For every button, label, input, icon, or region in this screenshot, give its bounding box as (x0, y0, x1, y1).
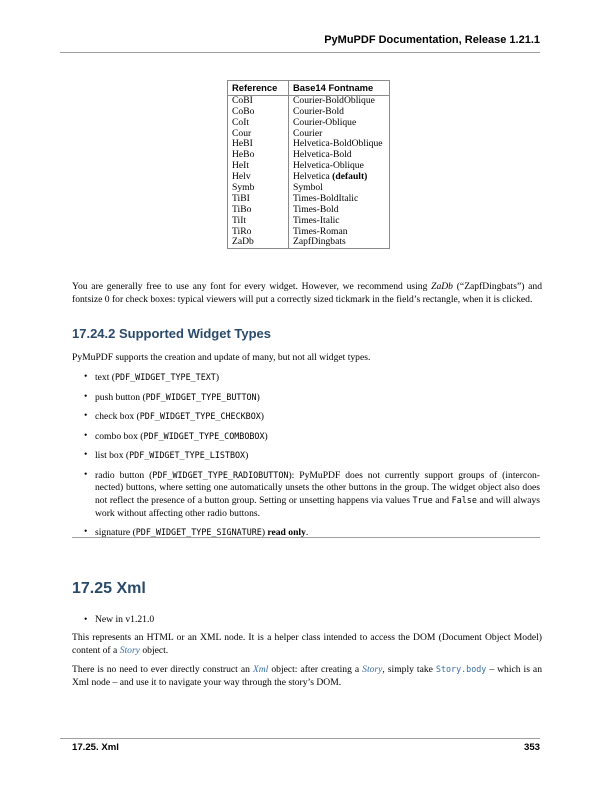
cell-ref: HeBI (228, 139, 289, 150)
cell-name: ZapfDingbats (289, 237, 390, 248)
cell-name-text: Helvetica (293, 171, 330, 183)
item-code: PDF_WIDGET_TYPE_SIGNATURE (135, 527, 262, 538)
cell-name: Symbol (289, 183, 390, 194)
item-code: PDF_WIDGET_TYPE_RADIOBUTTON (152, 469, 289, 480)
widget-type-list (84, 371, 540, 546)
section-heading-xml: 17.25 Xml (72, 580, 146, 597)
table-row (228, 118, 390, 129)
font-recommendation-paragraph (72, 281, 542, 306)
item-label: radio button ( (95, 469, 153, 481)
item-code: PDF_WIDGET_TYPE_CHECKBOX (139, 411, 261, 421)
cell-name: Courier (289, 128, 390, 139)
text-run: – which is an Xml node – and use it to navigate your way through the story’s DOM. (72, 664, 542, 688)
item-tail: ) (264, 430, 268, 442)
cell-name: Courier-BoldOblique (289, 95, 390, 106)
item-tail: ) (245, 450, 249, 461)
footer-rule (60, 738, 540, 739)
text-run: object: after creating a (268, 664, 363, 675)
text-run: object. (139, 644, 169, 656)
font-table-body (228, 95, 390, 248)
cell-name: Times-BoldItalic (289, 194, 390, 205)
item-label: combo box ( (95, 430, 144, 442)
item-code: PDF_WIDGET_TYPE_BUTTON (145, 391, 257, 402)
cell-name: Helvetica-Oblique (289, 161, 390, 172)
list-item (84, 371, 540, 384)
cell-name: Courier-Oblique (289, 118, 390, 129)
cell-ref: TiBo (228, 205, 289, 216)
list-item: • New in v1.21.0 (84, 614, 540, 626)
cell-ref: CoBI (228, 95, 289, 106)
item-code: PDF_WIDGET_TYPE_TEXT (114, 372, 216, 382)
xml-description-paragraph (72, 632, 542, 657)
cell-name: Courier-Bold (289, 107, 390, 118)
list-item (84, 410, 540, 423)
table-row (228, 205, 390, 216)
cell-ref: CoIt (228, 118, 289, 129)
font-table-header (228, 81, 390, 96)
xml-usage-paragraph (72, 663, 542, 689)
running-header: PyMuPDF Documentation, Release 1.21.1 (324, 34, 540, 46)
cell-ref: Symb (228, 183, 289, 194)
col-reference: Reference (228, 81, 289, 96)
item-tail: ) (261, 527, 268, 539)
true-code: True (412, 495, 433, 506)
table-row (228, 107, 390, 118)
list-item (84, 391, 540, 404)
cell-ref: Cour (228, 128, 289, 139)
item-text: and (432, 495, 452, 507)
story-link[interactable]: Story (362, 664, 383, 675)
section-heading-widget-types: 17.24.2 Supported Widget Types (72, 326, 272, 341)
cell-name: Helvetica-Bold (289, 150, 390, 161)
list-item (84, 430, 540, 443)
footer-section: 17.25. Xml (72, 742, 119, 753)
cell-ref: ZaDb (228, 237, 289, 248)
text-run: (“ZapfDingbats”) and fontsize 0 for check boxes: typical viewers will put a correctly sized tickmark in the field’s rectangle, when it is clicked. (72, 281, 542, 305)
default-marker: (default) (332, 171, 368, 183)
table-row (228, 95, 390, 106)
text-run: You are generally free to use any font for every widget. However, we recommend using (72, 281, 432, 292)
cell-name: Times-Roman (289, 226, 390, 237)
cell-ref: TiRo (228, 226, 289, 237)
table-row (228, 216, 390, 227)
table-row (228, 237, 390, 248)
cell-ref: Helv (228, 172, 289, 183)
false-code: False (451, 495, 477, 506)
font-table (227, 80, 390, 249)
section-separator (72, 537, 540, 538)
text-run: , simply take (382, 664, 436, 675)
list-item (84, 449, 540, 462)
page-number: 353 (523, 742, 540, 753)
item-code: PDF_WIDGET_TYPE_LISTBOX (129, 450, 246, 460)
text-run: There is no need to ever directly construct an (72, 664, 253, 675)
item-tail: ) (260, 411, 264, 422)
item-label: list box ( (95, 450, 130, 461)
header-rule (60, 52, 540, 53)
xml-link[interactable]: Xml (252, 664, 269, 675)
story-link[interactable]: Story (119, 644, 140, 656)
cell-name: Times-Bold (289, 205, 390, 216)
cell-name: Helvetica-BoldOblique (289, 139, 390, 150)
story-body-link[interactable]: Story.body (435, 664, 487, 674)
item-text: ): PyMuPDF does not currently support groups of (intercon-nected) buttons, where setting one automatically unsets the other buttons in the group. The widget object also does not reflect the presence of a button group. Setting or unsetting happens via values (95, 469, 540, 507)
read-only-label: read only (267, 527, 306, 539)
cell-ref: TiIt (228, 216, 289, 227)
item-tail: . (305, 527, 309, 539)
zadb-emphasis: ZaDb (431, 281, 453, 292)
cell-ref: HeIt (228, 161, 289, 172)
cell-ref: TiBI (228, 194, 289, 205)
item-tail: ) (215, 372, 220, 383)
item-tail: ) (256, 391, 260, 403)
xml-version-list (84, 614, 540, 633)
col-fontname: Base14 Fontname (289, 81, 390, 96)
item-label: check box ( (95, 411, 140, 422)
item-code: PDF_WIDGET_TYPE_COMBOBOX (143, 430, 265, 441)
item-label: text ( (95, 372, 115, 383)
cell-ref: CoBo (228, 107, 289, 118)
widget-intro-paragraph: PyMuPDF supports the creation and update of many, but not all widget types. (72, 352, 371, 363)
cell-name: Times-Italic (289, 216, 390, 227)
item-label: push button ( (95, 391, 146, 403)
item-label: signature ( (95, 527, 136, 539)
list-item-radio (84, 469, 540, 521)
text-run: This represents an HTML or an XML node. It is a helper class intended to access the DOM (Document Object Model) content of a (72, 632, 542, 656)
item-text: and will always work without affecting other radio buttons. (95, 495, 540, 519)
cell-ref: HeBo (228, 150, 289, 161)
